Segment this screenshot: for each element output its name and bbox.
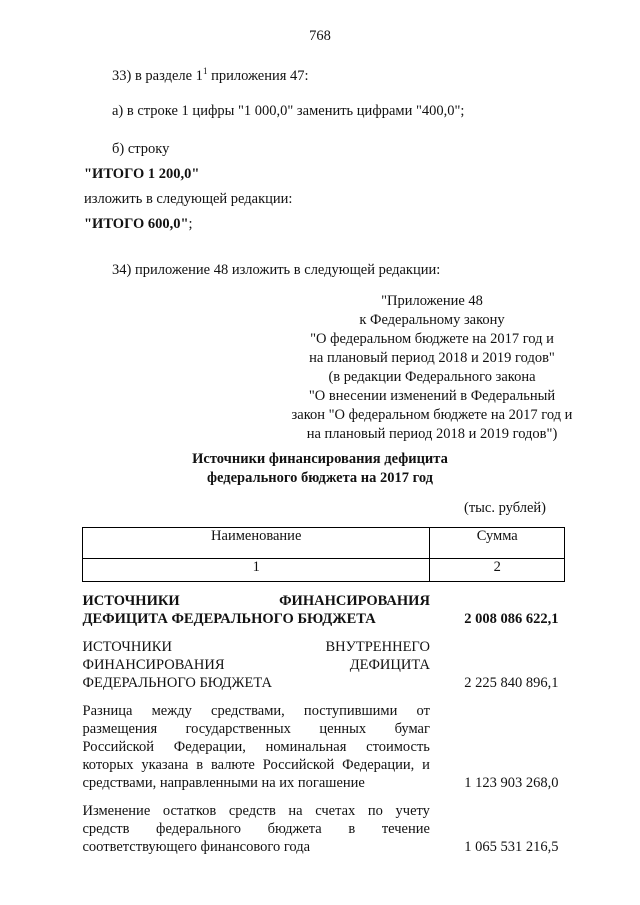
sources-table — [82, 527, 565, 856]
row-line: которых указана в валюте Российской Федерации, и — [82, 757, 430, 773]
item-33-tail: приложения 47: — [207, 67, 309, 84]
item-33a: а) в строке 1 цифры "1 000,0" заменить цифрами "400,0"; — [112, 103, 465, 119]
row-name — [83, 638, 430, 692]
item-33-text: 33) в разделе 1 — [112, 67, 203, 84]
itogo-new — [84, 216, 193, 233]
table-row — [83, 638, 565, 692]
appendix-line: "О федеральном бюджете на 2017 год и — [310, 331, 554, 347]
appendix-line: "Приложение 48 — [381, 293, 483, 309]
page-number: 768 — [309, 28, 331, 44]
column-number-2: 2 — [430, 559, 565, 582]
unit-label: (тыс. рублей) — [464, 500, 546, 516]
row-name — [83, 702, 430, 792]
header-name: Наименование — [83, 528, 430, 559]
item-34: 34) приложение 48 изложить в следующей редакции: — [112, 262, 441, 278]
itogo-new-semicolon: ; — [188, 216, 193, 232]
table-title — [0, 450, 640, 488]
row-line: средств федерального бюджета в течение — [82, 821, 430, 837]
row-line: ИСТОЧНИКИ ВНУТРЕННЕГО — [82, 639, 430, 655]
table-row — [83, 592, 565, 628]
table-title-line: федерального бюджета на 2017 год — [206, 470, 433, 486]
row-sum: 2 008 086 622,1 — [464, 611, 559, 627]
row-line: ИСТОЧНИКИ ФИНАНСИРОВАНИЯ — [82, 593, 430, 609]
appendix-line: закон "О федеральном бюджете на 2017 год и — [291, 407, 573, 423]
table-header-row — [83, 528, 565, 559]
row-line: размещения государственных ценных бумаг — [82, 721, 430, 737]
column-number-1: 1 — [83, 559, 430, 582]
item-33-superscript: 1 — [202, 66, 208, 76]
state-new-text: изложить в следующей редакции: — [84, 191, 293, 207]
item-33b: б) строку — [112, 141, 170, 157]
row-sum: 1 123 903 268,0 — [464, 775, 559, 791]
table-title-line: Источники финансирования дефицита — [192, 451, 448, 467]
appendix-line: к Федеральному закону — [359, 312, 505, 328]
row-sum: 1 065 531 216,5 — [464, 839, 559, 855]
itogo-new-value: "ИТОГО 600,0" — [84, 216, 189, 232]
appendix-line: на плановый период 2018 и 2019 годов") — [306, 426, 558, 442]
row-name — [83, 802, 430, 856]
header-sum: Сумма — [430, 528, 565, 559]
itogo-old: "ИТОГО 1 200,0" — [84, 166, 200, 182]
row-sum: 2 225 840 896,1 — [464, 675, 559, 691]
appendix-header — [287, 292, 577, 444]
row-name — [83, 592, 430, 628]
row-line: ФЕДЕРАЛЬНОГО БЮДЖЕТА — [82, 675, 272, 691]
row-line: ДЕФИЦИТА ФЕДЕРАЛЬНОГО БЮДЖЕТА — [82, 611, 376, 627]
column-number-row — [83, 559, 565, 582]
row-line: соответствующего финансового года — [82, 839, 311, 855]
appendix-line: "О внесении изменений в Федеральный — [308, 388, 556, 404]
row-line: ФИНАНСИРОВАНИЯ ДЕФИЦИТА — [82, 657, 430, 673]
appendix-line: на плановый период 2018 и 2019 годов" — [309, 350, 555, 366]
table-row — [83, 802, 565, 856]
appendix-line: (в редакции Федерального закона — [328, 369, 536, 385]
row-line: Изменение остатков средств на счетах по учету — [82, 803, 430, 819]
table-row — [83, 702, 565, 792]
row-line: средствами, направленными на их погашение — [82, 775, 365, 791]
row-line: Разница между средствами, поступившими от — [82, 703, 430, 719]
row-line: Российской Федерации, номинальная стоимость — [82, 739, 430, 755]
item-33 — [112, 66, 309, 85]
